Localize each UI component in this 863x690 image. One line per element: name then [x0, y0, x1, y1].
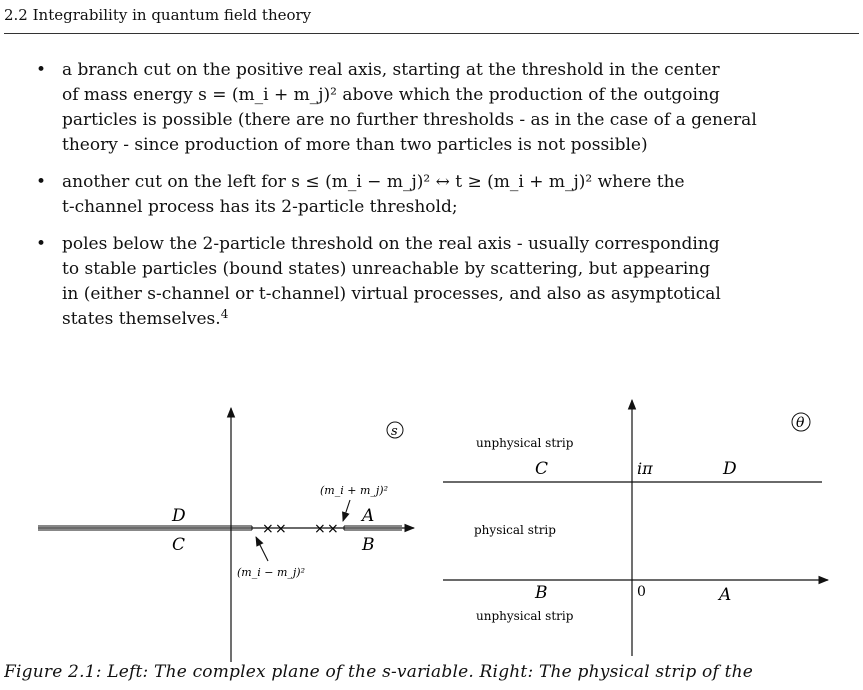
middle-strip-label: physical strip — [474, 523, 556, 537]
B-label: B — [535, 583, 548, 603]
zero-label: 0 — [637, 584, 646, 600]
bullet-dot: • — [36, 60, 47, 80]
threshold-plus-arrow — [343, 500, 350, 521]
pole-mark: × — [262, 521, 274, 537]
region-C-label: C — [172, 535, 186, 555]
C-label: C — [535, 459, 549, 479]
bullet-line: states themselves.$^4$ — [62, 307, 229, 329]
pole-mark: × — [275, 521, 287, 537]
running-header: 2.2 Integrability in quantum field theory — [4, 6, 312, 24]
ipi-label: iπ — [637, 459, 653, 478]
bullet-dot: • — [36, 234, 47, 254]
s-plane-diagram — [38, 408, 414, 662]
footnote-mark: 4 — [220, 307, 229, 321]
threshold-plus-label: (m_i + m_j)² — [320, 484, 388, 497]
theta-plane-label: θ — [796, 415, 805, 431]
bullet-line: particles is possible (there are no further thresholds - as in the case of a general — [62, 110, 757, 130]
region-A-label: A — [362, 506, 375, 526]
figure-caption: Figure 2.1: Left: The complex plane of the s-variable. Right: The physical strip of the — [4, 662, 754, 682]
lower-strip-label: unphysical strip — [476, 609, 574, 623]
region-B-label: B — [362, 535, 375, 555]
threshold-minus-arrow — [256, 537, 268, 561]
bullet-line: another cut on the left for s ≤ (m_i − m_j)² ↔ t ≥ (m_i + m_j)² where the — [62, 172, 685, 192]
A-label: A — [719, 585, 732, 605]
s-plane-label: s — [391, 424, 398, 439]
threshold-minus-label: (m_i − m_j)² — [237, 566, 305, 579]
bullet-line: a branch cut on the positive real axis, starting at the threshold in the center — [62, 60, 720, 80]
upper-strip-label: unphysical strip — [476, 436, 574, 450]
region-D-label: D — [172, 506, 186, 526]
D-label: D — [723, 459, 737, 479]
pole-mark: × — [314, 521, 326, 537]
theta-plane-diagram — [443, 400, 828, 656]
bullet-line: theory - since production of more than two particles is not possible) — [62, 135, 648, 155]
bullet-line: in (either s-channel or t-channel) virtual processes, and also as asymptotical — [62, 284, 721, 304]
bullet-line: poles below the 2-particle threshold on the real axis - usually corresponding — [62, 234, 720, 254]
bullet-line: of mass energy s = (m_i + m_j)² above which the production of the outgoing — [62, 85, 720, 105]
bullet-dot: • — [36, 172, 47, 192]
pole-mark: × — [327, 521, 339, 537]
bullet-line: t-channel process has its 2-particle threshold; — [62, 197, 458, 217]
bullet-line: to stable particles (bound states) unreachable by scattering, but appearing — [62, 259, 711, 279]
